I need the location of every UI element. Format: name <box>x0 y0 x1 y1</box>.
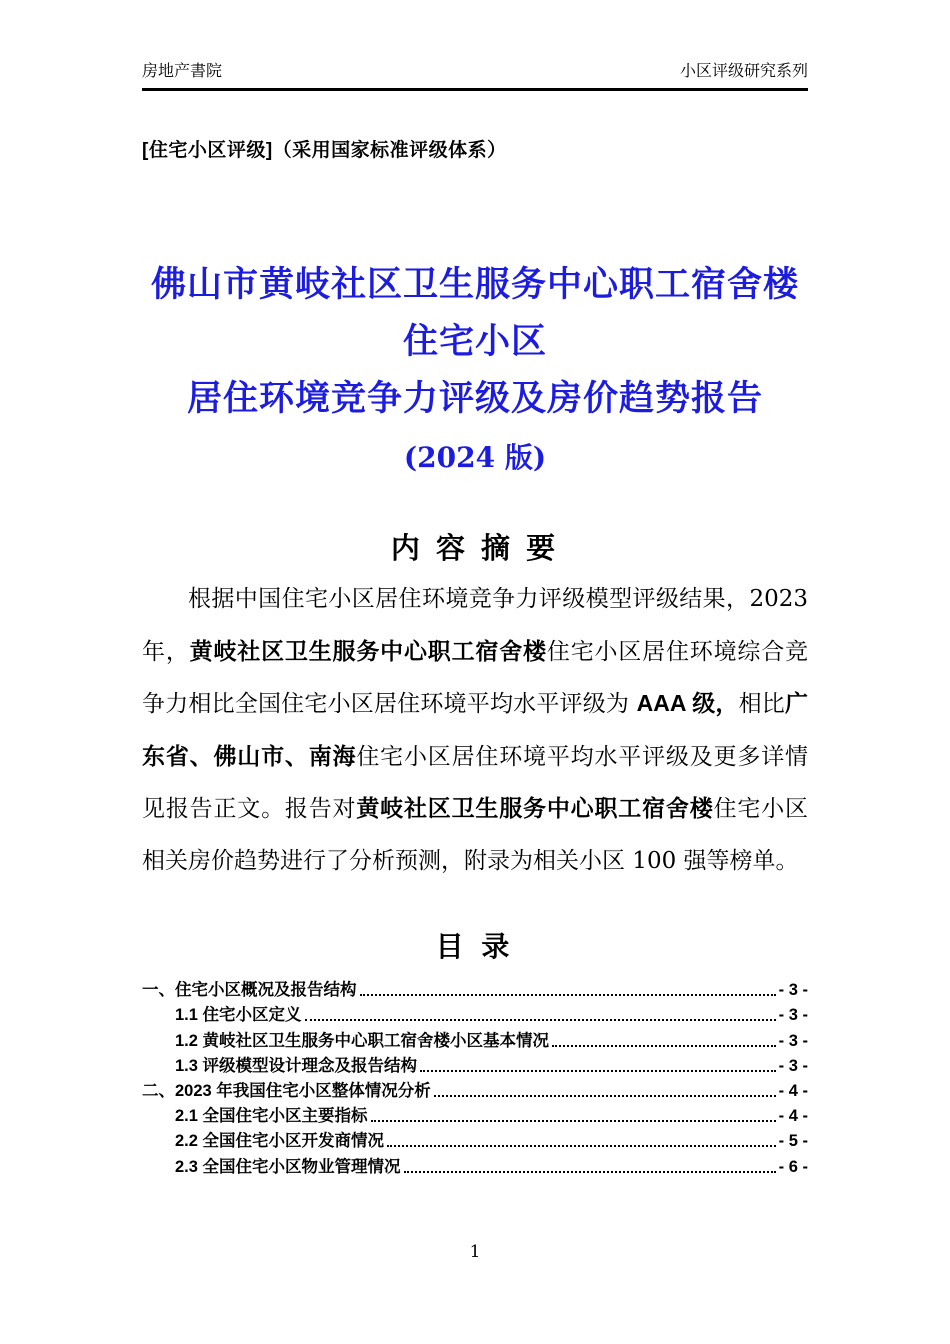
toc-entry-label: 二、2023 年我国住宅小区整体情况分析 <box>142 1081 431 1100</box>
report-edition: (2024 版) <box>403 441 547 474</box>
toc-entry-page: - 4 - <box>778 1081 808 1100</box>
toc-dot-leader <box>305 1019 776 1021</box>
toc-entry-2-2 <box>142 1126 808 1151</box>
report-title <box>142 256 808 427</box>
abstract-run-bold: 广东省、佛山市、南海 <box>142 690 809 769</box>
toc-dot-leader <box>387 1145 776 1147</box>
toc-entry-label: 一、住宅小区概况及报告结构 <box>142 981 357 1000</box>
toc-dot-leader <box>434 1095 776 1097</box>
abstract-paragraph <box>142 574 808 887</box>
toc-dot-leader <box>360 994 776 996</box>
toc-entry-2-1 <box>142 1101 808 1126</box>
toc-entry-page: - 4 - <box>778 1107 808 1126</box>
toc-entry-label: 2.3 全国住宅小区物业管理情况 <box>175 1157 401 1176</box>
toc-entry-2-3 <box>142 1151 808 1176</box>
report-title-line1: 佛山市黄岐社区卫生服务中心职工宿舍楼 <box>150 264 799 305</box>
abstract-run-bold: AAA 级， <box>636 690 739 716</box>
running-header <box>142 58 808 91</box>
toc-entry-page: - 3 - <box>778 1031 808 1050</box>
toc-entry-2 <box>142 1076 808 1101</box>
toc-dot-leader <box>420 1070 776 1072</box>
abstract-run-bold: 黄岐社区卫生服务中心职工宿舍楼 <box>356 795 714 821</box>
toc-entry-label: 2.1 全国住宅小区主要指标 <box>175 1107 368 1126</box>
toc-entry-1-1 <box>142 1000 808 1025</box>
toc-dot-leader <box>552 1045 776 1047</box>
page-number: 1 <box>469 1242 481 1262</box>
abstract-run: 住宅小区居住环境平均水平评级及更多详情见报告正文。报告对 <box>142 743 809 822</box>
toc-entry-page: - 3 - <box>778 1006 808 1025</box>
abstract-heading: 内 容 摘 要 <box>390 533 560 565</box>
toc-entry-label: 1.3 评级模型设计理念及报告结构 <box>175 1056 418 1075</box>
report-title-line2: 住宅小区 <box>402 321 547 362</box>
toc-entry-label: 1.1 住宅小区定义 <box>175 1006 302 1025</box>
abstract-run: 根据中国住宅小区居住环境竞争力评级模型评级结果，2023 年， <box>142 586 808 665</box>
header-right-text: 小区评级研究系列 <box>679 63 808 80</box>
toc-entry-page: - 5 - <box>778 1132 808 1151</box>
abstract-run-bold: 黄岐社区卫生服务中心职工宿舍楼 <box>189 637 547 664</box>
abstract-run: 相比 <box>738 691 786 717</box>
report-title-line3: 居住环境竞争力评级及房价趋势报告 <box>186 378 763 419</box>
toc-entry-1 <box>142 975 808 1000</box>
toc-list <box>142 975 808 1177</box>
header-left-text: 房地产書院 <box>142 63 223 80</box>
toc-entry-page: - 3 - <box>778 981 808 1000</box>
toc-entry-1-2 <box>142 1025 808 1050</box>
page-content <box>142 0 808 1177</box>
rating-system-note: [住宅小区评级]（采用国家标准评级体系） <box>142 140 507 161</box>
toc-heading: 目 录 <box>435 931 515 962</box>
abstract-run: 住宅小区居住环境综合竞争力相比全国住宅小区居住环境平均水平评级为 <box>142 638 809 717</box>
toc-entry-label: 2.2 全国住宅小区开发商情况 <box>175 1132 385 1151</box>
toc-entry-page: - 6 - <box>778 1157 808 1176</box>
toc-dot-leader <box>404 1171 776 1173</box>
toc-entry-label: 1.2 黄岐社区卫生服务中心职工宿舍楼小区基本情况 <box>175 1031 550 1050</box>
toc-entry-1-3 <box>142 1051 808 1076</box>
abstract-run: 住宅小区相关房价趋势进行了分析预测，附录为相关小区 100 强等榜单。 <box>142 796 809 874</box>
toc-entry-page: - 3 - <box>778 1056 808 1075</box>
toc-dot-leader <box>371 1120 776 1122</box>
